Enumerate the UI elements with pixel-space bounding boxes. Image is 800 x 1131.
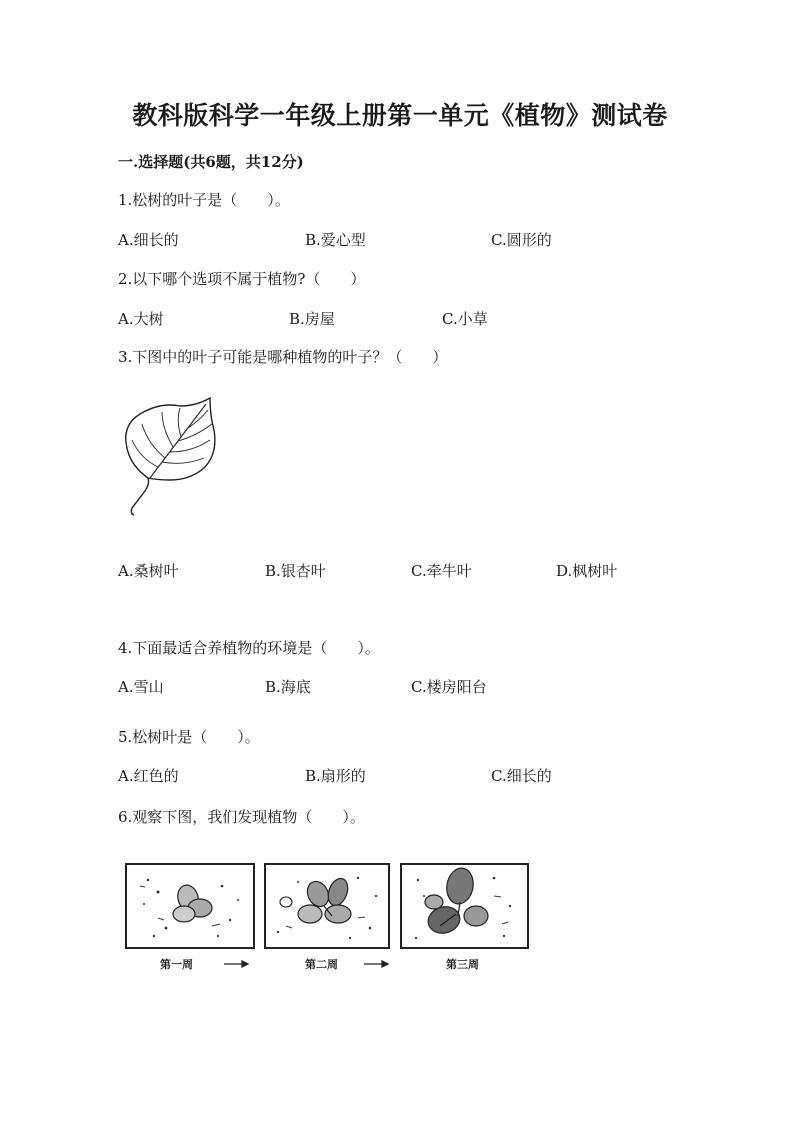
week-2-seedling bbox=[298, 876, 351, 923]
question-2: 2.以下哪个选项不属于植物?（ ） bbox=[118, 270, 366, 288]
question-5: 5.松树叶是（ ）。 bbox=[118, 728, 260, 746]
question-3: 3.下图中的叶子可能是哪种植物的叶子？（ ） bbox=[118, 348, 448, 366]
q1-option-a[interactable]: A.细长的 bbox=[118, 231, 179, 249]
q2-option-b[interactable]: B.房屋 bbox=[289, 310, 335, 328]
q2-option-a[interactable]: A.大树 bbox=[118, 310, 164, 328]
page-title: 教科版科学一年级上册第一单元《植物》测试卷 bbox=[132, 101, 668, 130]
week-3-label: 第三周 bbox=[446, 958, 479, 971]
q5-option-b[interactable]: B.扇形的 bbox=[305, 767, 366, 785]
q5-option-a[interactable]: A.红色的 bbox=[118, 767, 179, 785]
q4-option-b[interactable]: B.海底 bbox=[265, 678, 311, 696]
week-1-label: 第一周 bbox=[160, 958, 193, 971]
q3-option-b[interactable]: B.银杏叶 bbox=[265, 562, 326, 580]
q3-option-a[interactable]: A.桑树叶 bbox=[118, 562, 179, 580]
question-4: 4.下面最适合养植物的环境是（ ）。 bbox=[118, 639, 380, 657]
q4-option-c[interactable]: C.楼房阳台 bbox=[411, 678, 487, 696]
q3-option-d[interactable]: D.枫树叶 bbox=[556, 562, 618, 580]
q2-option-c[interactable]: C.小草 bbox=[442, 310, 488, 328]
week-1-seedling bbox=[173, 883, 212, 922]
q5-option-c[interactable]: C.细长的 bbox=[491, 767, 552, 785]
question-6: 6.观察下图，我们发现植物（ ）。 bbox=[118, 808, 365, 826]
week-2-label: 第二周 bbox=[305, 958, 338, 971]
q3-option-c[interactable]: C.牵牛叶 bbox=[411, 562, 472, 580]
q1-option-c[interactable]: C.圆形的 bbox=[491, 231, 552, 249]
week-3-seedling bbox=[425, 866, 488, 937]
section-heading: 一.选择题(共6题，共12分) bbox=[118, 153, 304, 171]
q4-option-a[interactable]: A.雪山 bbox=[118, 678, 164, 696]
question-1: 1.松树的叶子是（ ）。 bbox=[118, 191, 290, 209]
leaf-figure bbox=[118, 396, 223, 521]
q1-option-b[interactable]: B.爱心型 bbox=[305, 231, 366, 249]
